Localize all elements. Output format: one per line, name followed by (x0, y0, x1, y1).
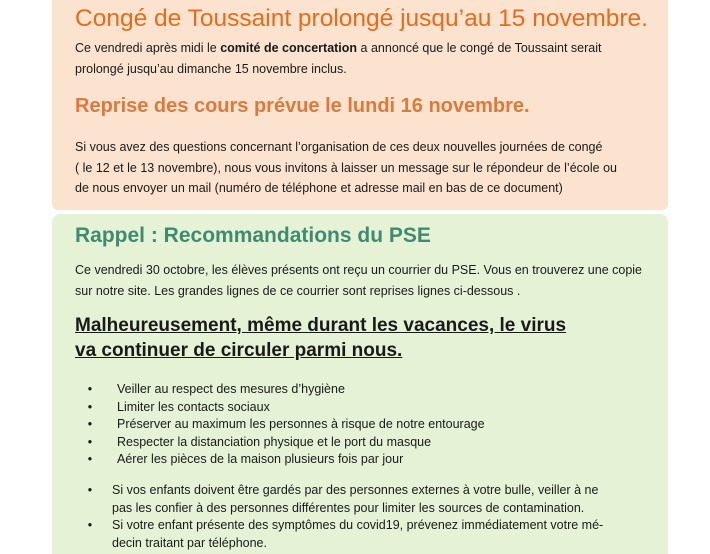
bullet-icon: • (87, 518, 93, 532)
advice-list (85, 482, 603, 552)
virus-warning-line-2: va continuer de circuler parmi nous. (75, 340, 403, 361)
virus-warning (75, 313, 645, 363)
questions-line-2: ( le 12 et le 13 novembre), nous vous invitons à laisser un message sur le répondeur de l’école ou (75, 160, 617, 175)
measures-list (85, 381, 485, 469)
list-item (85, 482, 603, 517)
measure-text: Respecter la distanciation physique et le port du masque (117, 434, 432, 449)
advice-text-line-1: Si votre enfant présente des symptômes du covid19, prévenez immédiatement votre mé- (112, 518, 604, 532)
list-item (85, 451, 485, 469)
bullet-icon: • (87, 382, 93, 396)
measure-text: Limiter les contacts sociaux (117, 399, 270, 414)
advice-text-line-1: Si vos enfants doivent être gardés par des personnes externes à votre bulle, veiller à ne (112, 483, 599, 497)
measure-text: Veiller au respect des mesures d’hygiène (117, 382, 345, 396)
pse-intro-line-2: sur notre site. Les grandes lignes de ce courrier sont reprises lignes ci-dessous . (75, 283, 521, 298)
pse-intro-paragraph (75, 260, 642, 301)
list-item (85, 434, 485, 452)
list-item (85, 416, 485, 434)
bullet-icon: • (87, 452, 93, 466)
announcement-line-2: prolongé jusqu’au dimanche 15 novembre inclus. (75, 61, 347, 76)
virus-warning-line-1: Malheureusement, même durant les vacances, le virus (75, 315, 567, 336)
announcement-paragraph (75, 38, 601, 79)
list-item (85, 381, 485, 399)
list-item (85, 517, 603, 552)
holiday-extension-title: Congé de Toussaint prolongé jusqu’au 15 novembre. (75, 5, 648, 32)
advice-text-line-2: decin traitant par téléphone. (112, 535, 267, 550)
questions-paragraph (75, 137, 617, 199)
pse-intro-line-1: Ce vendredi 30 octobre, les élèves présents ont reçu un courrier du PSE. Vous en trouverez une copie (75, 263, 642, 277)
list-item (85, 399, 485, 417)
advice-text-line-2: pas les confier à des personnes différentes pour limiter les sources de contamination. (112, 500, 585, 515)
measure-text: Préserver au maximum les personnes à risque de notre entourage (117, 417, 485, 431)
pse-reminder-title: Rappel : Recommandations du PSE (75, 224, 431, 247)
bullet-icon: • (87, 399, 93, 414)
resume-classes-title: Reprise des cours prévue le lundi 16 novembre. (75, 95, 530, 117)
bullet-icon: • (87, 483, 93, 497)
bullet-icon: • (87, 434, 93, 449)
measure-text: Aérer les pièces de la maison plusieurs fois par jour (117, 452, 404, 466)
announcement-text-end: a annoncé que le congé de Toussaint serait (357, 41, 602, 55)
committee-name: comité de concertation (220, 41, 358, 55)
questions-line-1: Si vous avez des questions concernant l’organisation de ces deux nouvelles journées de congé (75, 140, 603, 154)
questions-line-3: de nous envoyer un mail (numéro de téléphone et adresse mail en bas de ce document) (75, 181, 563, 195)
announcement-text-start: Ce vendredi après midi le (75, 41, 221, 55)
bullet-icon: • (87, 417, 93, 431)
